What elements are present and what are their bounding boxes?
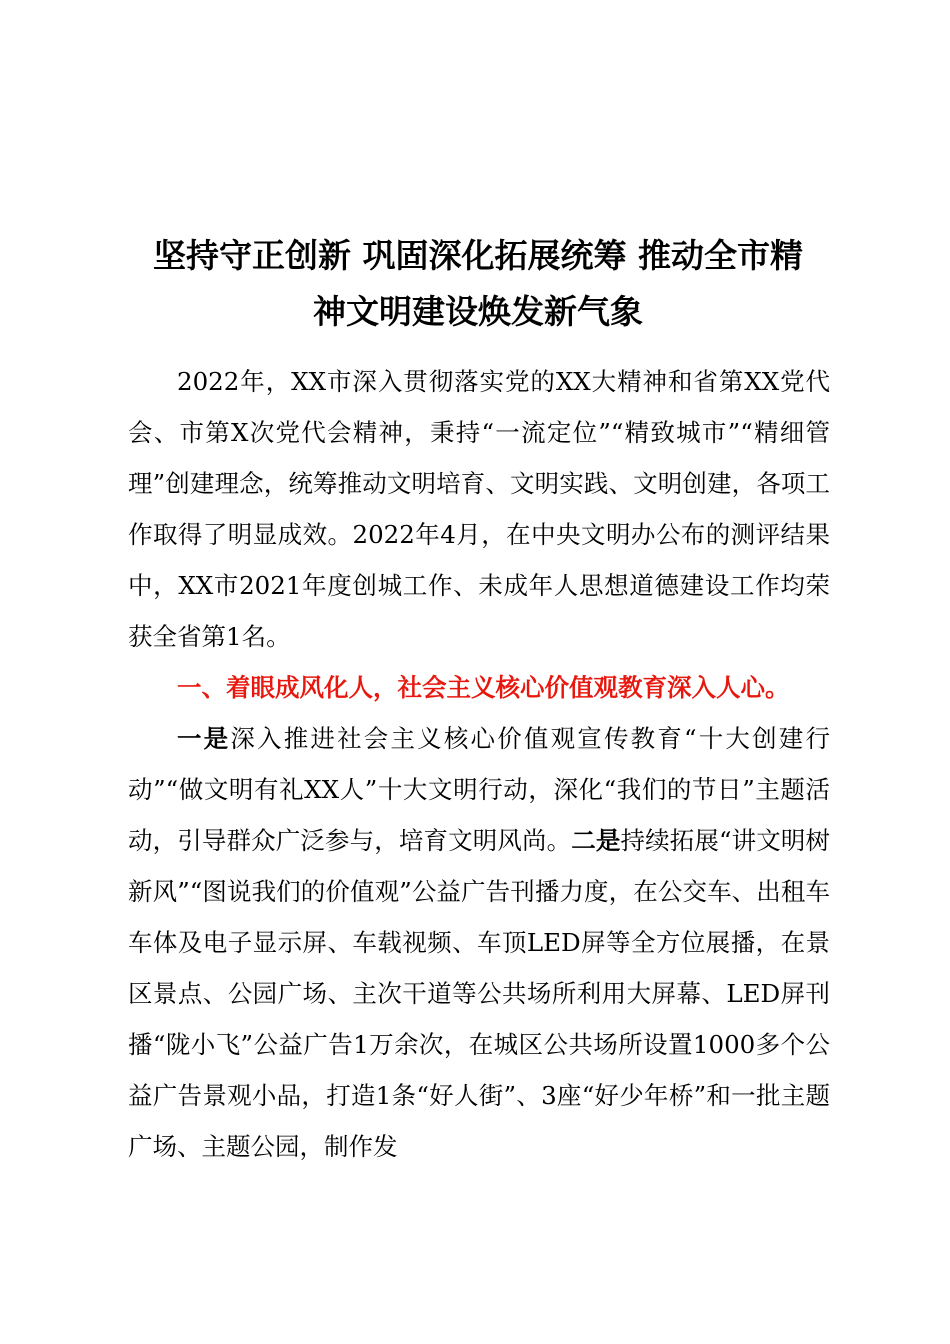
lead-term-2: 二是 (571, 826, 621, 855)
title-line-2: 神文明建设焕发新气象 (313, 292, 643, 331)
document-title (128, 228, 828, 340)
document-body (128, 356, 830, 1172)
section1-text-2: 持续拓展“讲文明树新风”“图说我们的价值观”公益广告刊播力度，在公交车、出租车车体及电子显示屏、车载视频、车顶LED屏等全方位展播，在景区景点、公园广场、主次干道等公共场所利用大屏幕、LED屏刊播“陇小飞”公益广告1万余次，在城区公共场所设置1000多个公益广告景观小品，打造1条“好人街”、3座“好少年桥”和一批主题广场、主题公园，制作发 (128, 826, 830, 1161)
title-line-1: 坚持守正创新 巩固深化拓展统筹 推动全市精 (153, 236, 803, 275)
section-heading-1: 一、着眼成风化人，社会主义核心价值观教育深入人心。 (177, 673, 790, 702)
lead-term-1: 一是 (177, 724, 231, 753)
intro-paragraph: 2022年，XX市深入贯彻落实党的XX大精神和省第XX党代会、市第X次党代会精神，秉持“一流定位”“精致城市”“精细管理”创建理念，统筹推动文明培育、文明实践、文明创建，各项工作取得了明显成效。2022年4月，在中央文明办公布的测评结果中，XX市2021年度创城工作、未成年人思想道德建设工作均荣获全省第1名。 (128, 367, 830, 651)
section1-text-1: 深入推进社会主义核心价值观宣传教育“十大创建行动”“做文明有礼XX人”十大文明行动，深化“我们的节日”主题活动，引导群众广泛参与，培育文明风尚。 (128, 724, 830, 855)
section1-paragraph (128, 713, 830, 1172)
